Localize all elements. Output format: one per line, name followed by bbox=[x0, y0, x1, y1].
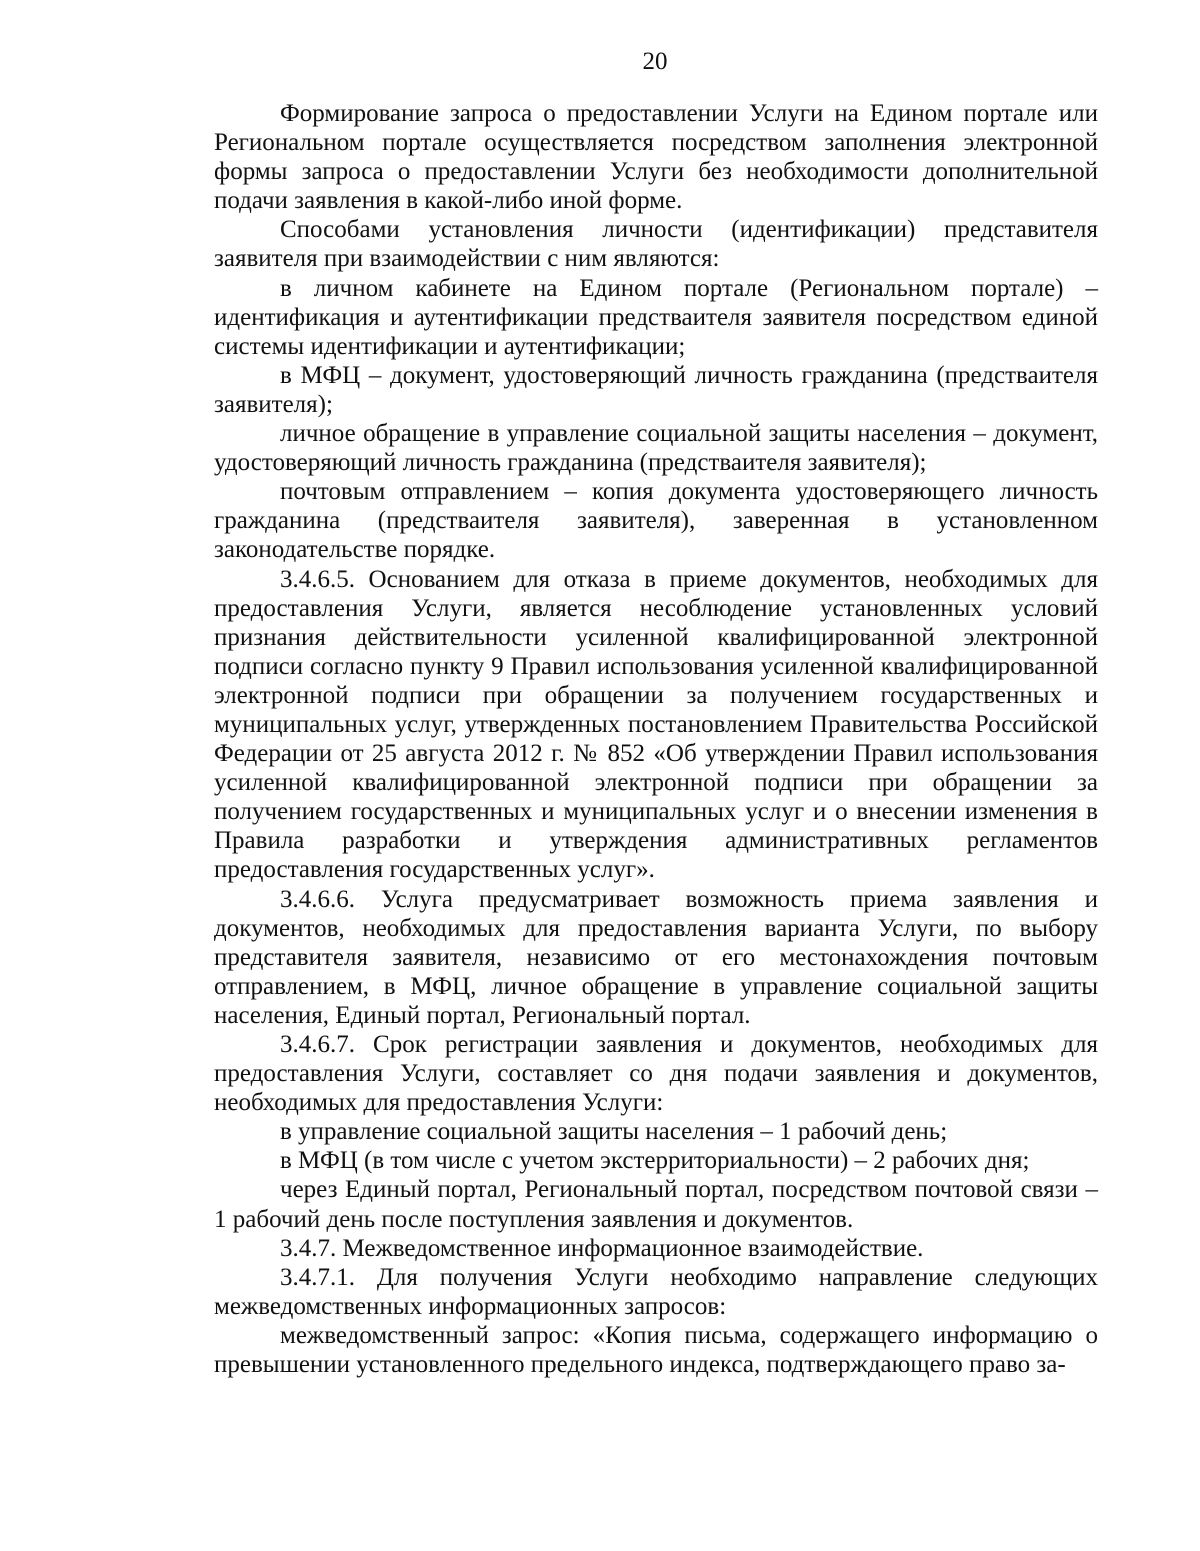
paragraph: Способами установления личности (идентификации) представителя заявителя при взаимодействии с ним являются: bbox=[214, 216, 1098, 273]
paragraph: 3.4.7.1. Для получения Услуги необходимо направление следующих межведомственных информационных запросов: bbox=[214, 1263, 1098, 1320]
paragraph: в МФЦ (в том числе с учетом экстерриториальности) – 2 рабочих дня; bbox=[280, 1147, 1030, 1175]
paragraph: через Единый портал, Региональный портал, посредством почтовой связи – 1 рабочий день после поступления заявления и документов. bbox=[214, 1176, 1098, 1233]
paragraph: 3.4.6.5. Основанием для отказа в приеме документов, необходимых для предоставления Услуги, является несоблюдение установленных условий признания действительности усиленной квалифицированной электронной подписи согласно пункту 9 Правил использования усиленной квалифицированной электронной подписи при обращении за получением государственных и муниципальных услуг, утвержденных постановлением Правительства Российской Федерации от 25 августа 2012 г. № 852 «Об утверждении Правил использования усиленной квалифицированной электронной подписи при обращении за получением государственных и муниципальных услуг и о внесении изменения в Правила разработки и утверждения административных регламентов предоставления государственных услуг». bbox=[214, 565, 1098, 884]
paragraph: в управление социальной защиты населения – 1 рабочий день; bbox=[280, 1118, 948, 1146]
paragraph: в МФЦ – документ, удостоверяющий личность гражданина (предстваителя заявителя); bbox=[214, 361, 1098, 418]
paragraph: 3.4.6.6. Услуга предусматривает возможность приема заявления и документов, необходимых для предоставления варианта Услуги, по выбору представителя заявителя, независимо от его местонахождения почтовым отправлением, в МФЦ, личное обращение в управление социальной защиты населения, Единый портал, Региональный портал. bbox=[214, 885, 1098, 1029]
page-number: 20 bbox=[642, 48, 668, 75]
document-body bbox=[214, 99, 1098, 1379]
paragraph: 3.4.7. Межведомственное информационное взаимодействие. bbox=[280, 1234, 924, 1262]
paragraph: в личном кабинете на Едином портале (Региональном портале) – идентификация и аутентификации предстваителя заявителя посредством единой системы идентификации и аутентификации; bbox=[214, 274, 1098, 360]
paragraph: личное обращение в управление социальной защиты населения – документ, удостоверяющий личность гражданина (предстваителя заявителя); bbox=[214, 420, 1098, 477]
paragraph: почтовым отправлением – копия документа удостоверяющего личность гражданина (предстваителя заявителя), заверенная в установленном законодательстве порядке. bbox=[214, 478, 1098, 564]
paragraph: 3.4.6.7. Срок регистрации заявления и документов, необходимых для предоставления Услуги, составляет со дня подачи заявления и документов, необходимых для предоставления Услуги: bbox=[214, 1031, 1098, 1117]
paragraph: межведомственный запрос: «Копия письма, содержащего информацию о превышении установленного предельного индекса, подтверждающего право за- bbox=[214, 1321, 1098, 1379]
paragraph: Формирование запроса о предоставлении Услуги на Едином портале или Региональном портале осуществляется посредством заполнения электронной формы запроса о предоставлении Услуги без необходимости дополнительной подачи заявления в какой-либо иной форме. bbox=[214, 100, 1098, 215]
